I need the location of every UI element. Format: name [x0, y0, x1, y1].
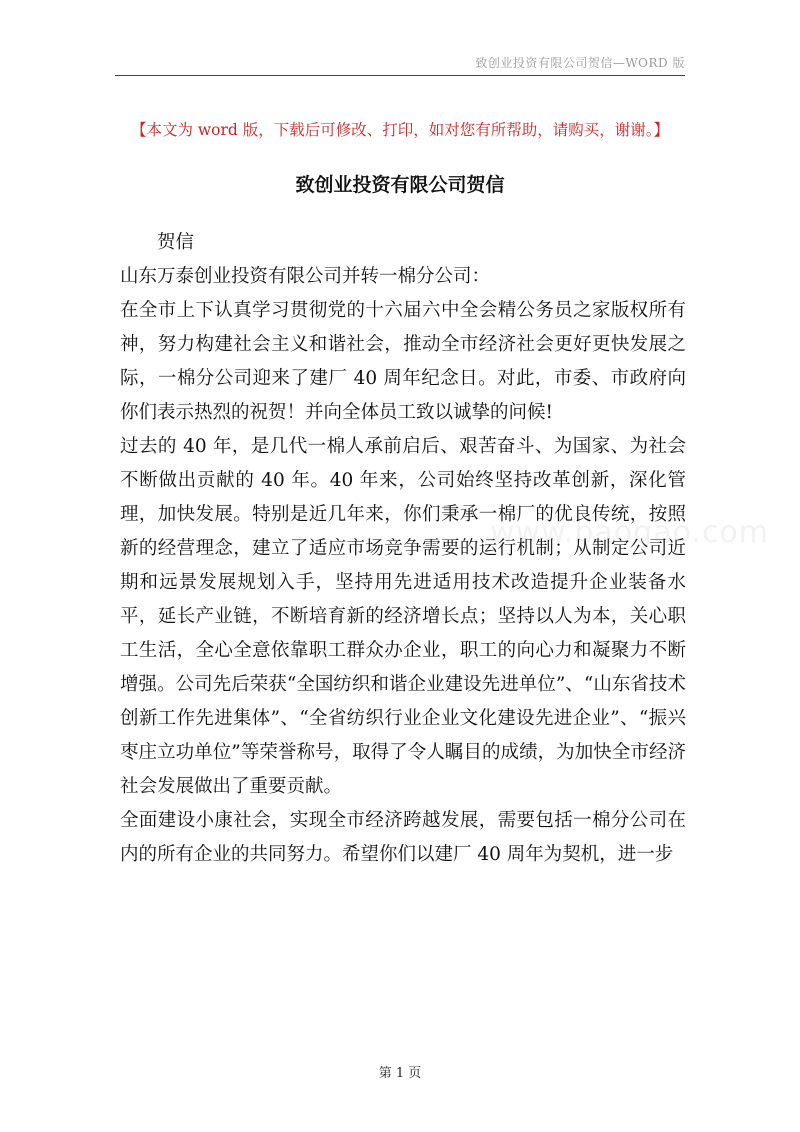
body-paragraph: 全面建设小康社会，实现全市经济跨越发展，需要包括一棉分公司在内的所有企业的共同努力。希望你们以建厂 40 周年为契机，进一步	[120, 810, 686, 865]
page-number: 第 1 页	[378, 1066, 422, 1081]
running-header: 致创业投资有限公司贺信—WORD 版	[475, 56, 685, 70]
purchase-notice: 【本文为 word 版，下载后可修改、打印，如对您有所帮助，请购买，谢谢。】	[130, 121, 670, 139]
header-divider	[115, 75, 685, 76]
letter-heading: 贺信	[157, 232, 195, 253]
body-paragraph: 过去的 40 年，是几代一棉人承前启后、艰苦奋斗、为国家、为社会不断做出贡献的 40 年。40 年来，公司始终坚持改革创新，深化管理，加快发展。特别是近几年来，你们秉承一棉厂的优良传统，按照新的经营理念，建立了适应市场竞争需要的运行机制；从制定公司近期和远景发展规划入手，坚持用先进适用技术改造提升企业装备水平，延长产业链，不断培育新的经济增长点；坚持以人为本，关心职工生活，全心全意依靠职工群众办企业，职工的向心力和凝聚力不断增强。公司先后荣获“全国纺织和谐企业建设先进单位”、“山东省技术创新工作先进集体”、“全省纺织行业企业文化建设先进企业”、“振兴枣庄立功单位”等荣誉称号，取得了令人瞩目的成绩，为加快全市经济社会发展做出了重要贡献。	[120, 436, 686, 797]
letter-salutation: 山东万泰创业投资有限公司并转一棉分公司：	[120, 266, 491, 287]
watermark: www.baogao.com	[490, 515, 770, 550]
document-title: 致创业投资有限公司贺信	[295, 174, 505, 196]
letter-body	[120, 226, 686, 872]
body-paragraph: 在全市上下认真学习贯彻党的十六届六中全会精公务员之家版权所有神，努力构建社会主义和谐社会，推动全市经济社会更好更快发展之际，一棉分公司迎来了建厂 40 周年纪念日。对此，市委、市政府向你们表示热烈的祝贺！并向全体员工致以诚挚的问候!	[120, 300, 686, 423]
